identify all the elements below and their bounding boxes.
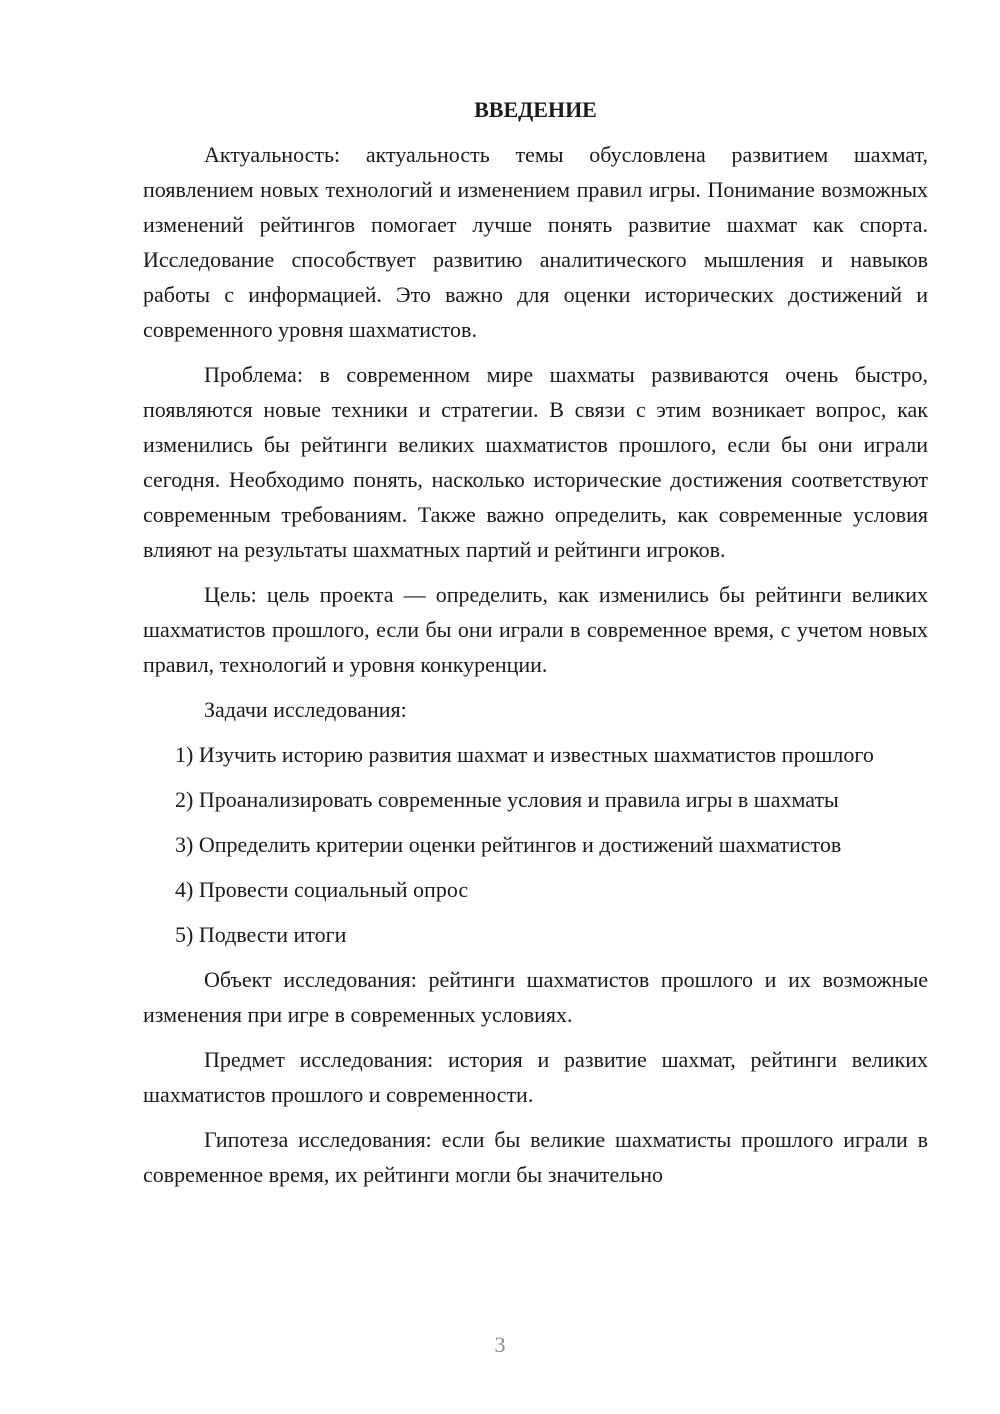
tasks-heading: Задачи исследования: (204, 697, 407, 722)
paragraph-problem: Проблема: в современном мире шахматы развиваются очень быстро, появляются новые техники и стратегии. В связи с этим возникает вопрос, как изменились бы рейтинги великих шахматистов прошлого, если бы они играли сегодня. Необходимо понять, насколько исторические достижения соответствуют современным требованиям. Также важно определить, как современные условия влияют на результаты шахматных партий и рейтинги игроков. (143, 362, 928, 562)
task-item-1: 1) Изучить историю развития шахмат и известных шахматистов прошлого (175, 742, 874, 767)
paragraph-subject: Предмет исследования: история и развитие шахмат, рейтинги великих шахматистов прошлого и современности. (143, 1047, 928, 1107)
task-item-4: 4) Провести социальный опрос (175, 877, 469, 902)
task-item-5: 5) Подвести итоги (175, 922, 347, 947)
section-title: ВВЕДЕНИЕ (474, 97, 597, 122)
paragraph-goal: Цель: цель проекта — определить, как изменились бы рейтинги великих шахматистов прошлого, если бы они играли в современное время, с учетом новых правил, технологий и уровня конкуренции. (143, 582, 928, 677)
task-item-2: 2) Проанализировать современные условия и правила игры в шахматы (175, 787, 839, 812)
paragraph-object: Объект исследования: рейтинги шахматистов прошлого и их возможные изменения при игре в современных условиях. (143, 967, 928, 1027)
paragraph-relevance: Актуальность: актуальность темы обусловлена развитием шахмат, появлением новых технологий и изменением правил игры. Понимание возможных изменений рейтингов помогает лучше понять развитие шахмат как спорта. Исследование способствует развитию аналитического мышления и навыков работы с информацией. Это важно для оценки исторических достижений и современного уровня шахматистов. (143, 142, 928, 342)
task-item-3: 3) Определить критерии оценки рейтингов и достижений шахматистов (175, 832, 842, 857)
page-number: 3 (494, 1332, 506, 1357)
page-content (143, 92, 928, 1202)
paragraph-hypothesis: Гипотеза исследования: если бы великие шахматисты прошлого играли в современное время, их рейтинги могли бы значительно (143, 1127, 928, 1187)
